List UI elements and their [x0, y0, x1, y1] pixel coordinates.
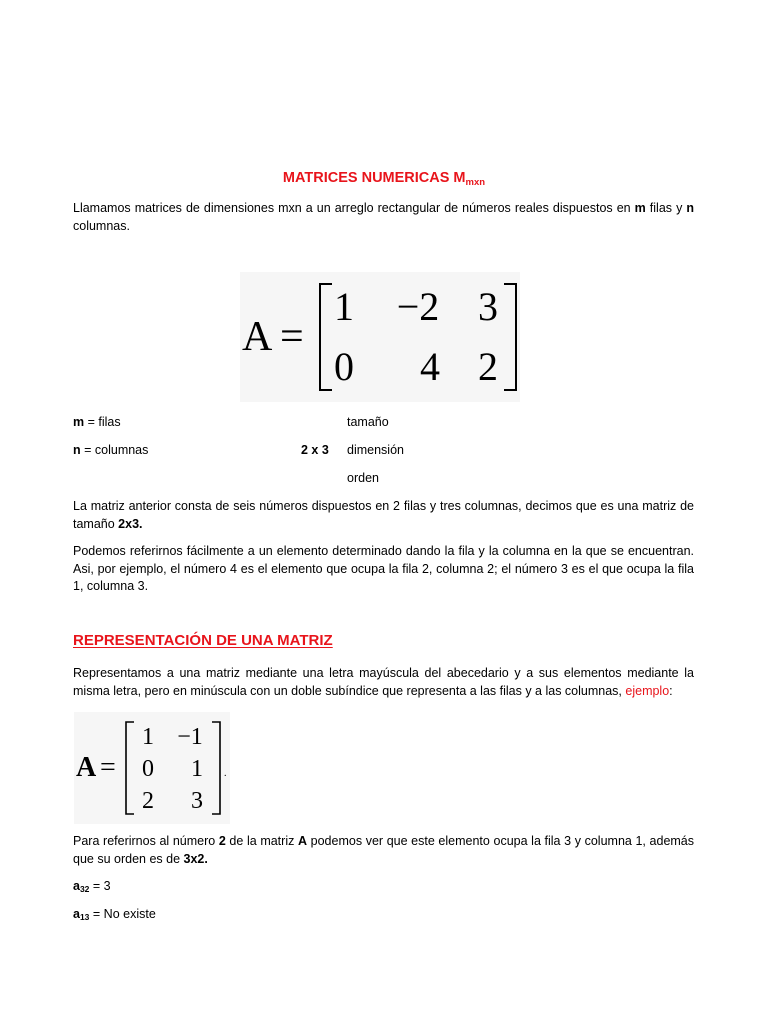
- title-subscript: mxn: [465, 177, 486, 188]
- matrix1-cell: 3: [478, 284, 498, 329]
- matrix1-cell: 4: [420, 344, 440, 389]
- matrix-a-2x3-svg: [240, 272, 520, 402]
- matrix2-cell: −1: [177, 724, 203, 750]
- matrix1-equals: =: [280, 314, 304, 360]
- matrix2-equals: =: [100, 752, 116, 783]
- legend-rows: m = filas: [73, 415, 121, 429]
- matrix1-cell: 0: [334, 344, 354, 389]
- matrix2-right-bracket: [212, 722, 220, 814]
- section-heading: REPRESENTACIÓN DE UNA MATRIZ: [73, 632, 333, 649]
- legend-size: 2 x 3: [301, 443, 329, 457]
- element-paragraph: Podemos referirnos fácilmente a un elemento determinado dando la fila y la columna en la que se encuentran. Asi, por ejemplo, el número 4 es el elemento que ocupa la fila 2, columna 2; el número 3 es el que ocupa la fila 1, columna 3.: [73, 544, 694, 593]
- page-title: MATRICES NUMERICAS $M_{mxn}$: [282, 170, 486, 188]
- matrix2-cell: 1: [191, 756, 203, 782]
- intro-paragraph: Llamamos matrices de dimensiones mxn a un arreglo rectangular de números reales dispuestos en m filas y n columnas.: [73, 201, 694, 233]
- matrix2-cell: 0: [142, 756, 154, 782]
- matrix-a-3x2-image: [74, 712, 230, 824]
- matrix1-cell: −2: [396, 284, 440, 329]
- representation-paragraph: Representamos a una matriz mediante una letra mayúscula del abecedario y a sus elementos mediante la misma letra, pero en minúscula con un doble subíndice que representa a las filas y a las columnas, ejemplo:: [73, 666, 694, 698]
- matrix-a-3x2-svg: [74, 712, 230, 824]
- matrix2-cell: 3: [191, 788, 203, 814]
- matrix1-left-bracket: [320, 284, 332, 390]
- matrix1-right-bracket: [504, 284, 516, 390]
- matrix1-cell: 1: [334, 284, 354, 329]
- matrix2-cell: 2: [142, 788, 154, 814]
- legend-term: orden: [347, 471, 379, 485]
- matrix2-name: A: [76, 752, 97, 783]
- matrix2-cell: 1: [142, 724, 154, 750]
- matrix1-cell: 2: [478, 344, 498, 389]
- legend-term: dimensión: [347, 443, 404, 457]
- example-highlight: ejemplo: [625, 683, 670, 698]
- element-example: $a_{13} = No$ existe: [73, 907, 156, 922]
- matrix-a-2x3-image: [240, 272, 520, 402]
- size-paragraph: La matriz anterior consta de seis números dispuestos en 2 filas y tres columnas, decimos que es una matriz de tamaño 2x3.: [73, 499, 694, 531]
- legend-term: tamaño: [347, 415, 389, 429]
- element-example: $a_{32} = 3$: [73, 879, 111, 894]
- legend-columns: n = columnas: [73, 443, 149, 457]
- matrix2-left-bracket: [126, 722, 134, 814]
- matrix2-trailing-dot: .: [224, 768, 227, 779]
- order-paragraph: Para referirnos al número 2 de la matriz A podemos ver que este elemento ocupa la fila 3 y columna 1, además que su orden es de 3x2.: [73, 834, 695, 866]
- matrix1-name: A: [242, 314, 273, 360]
